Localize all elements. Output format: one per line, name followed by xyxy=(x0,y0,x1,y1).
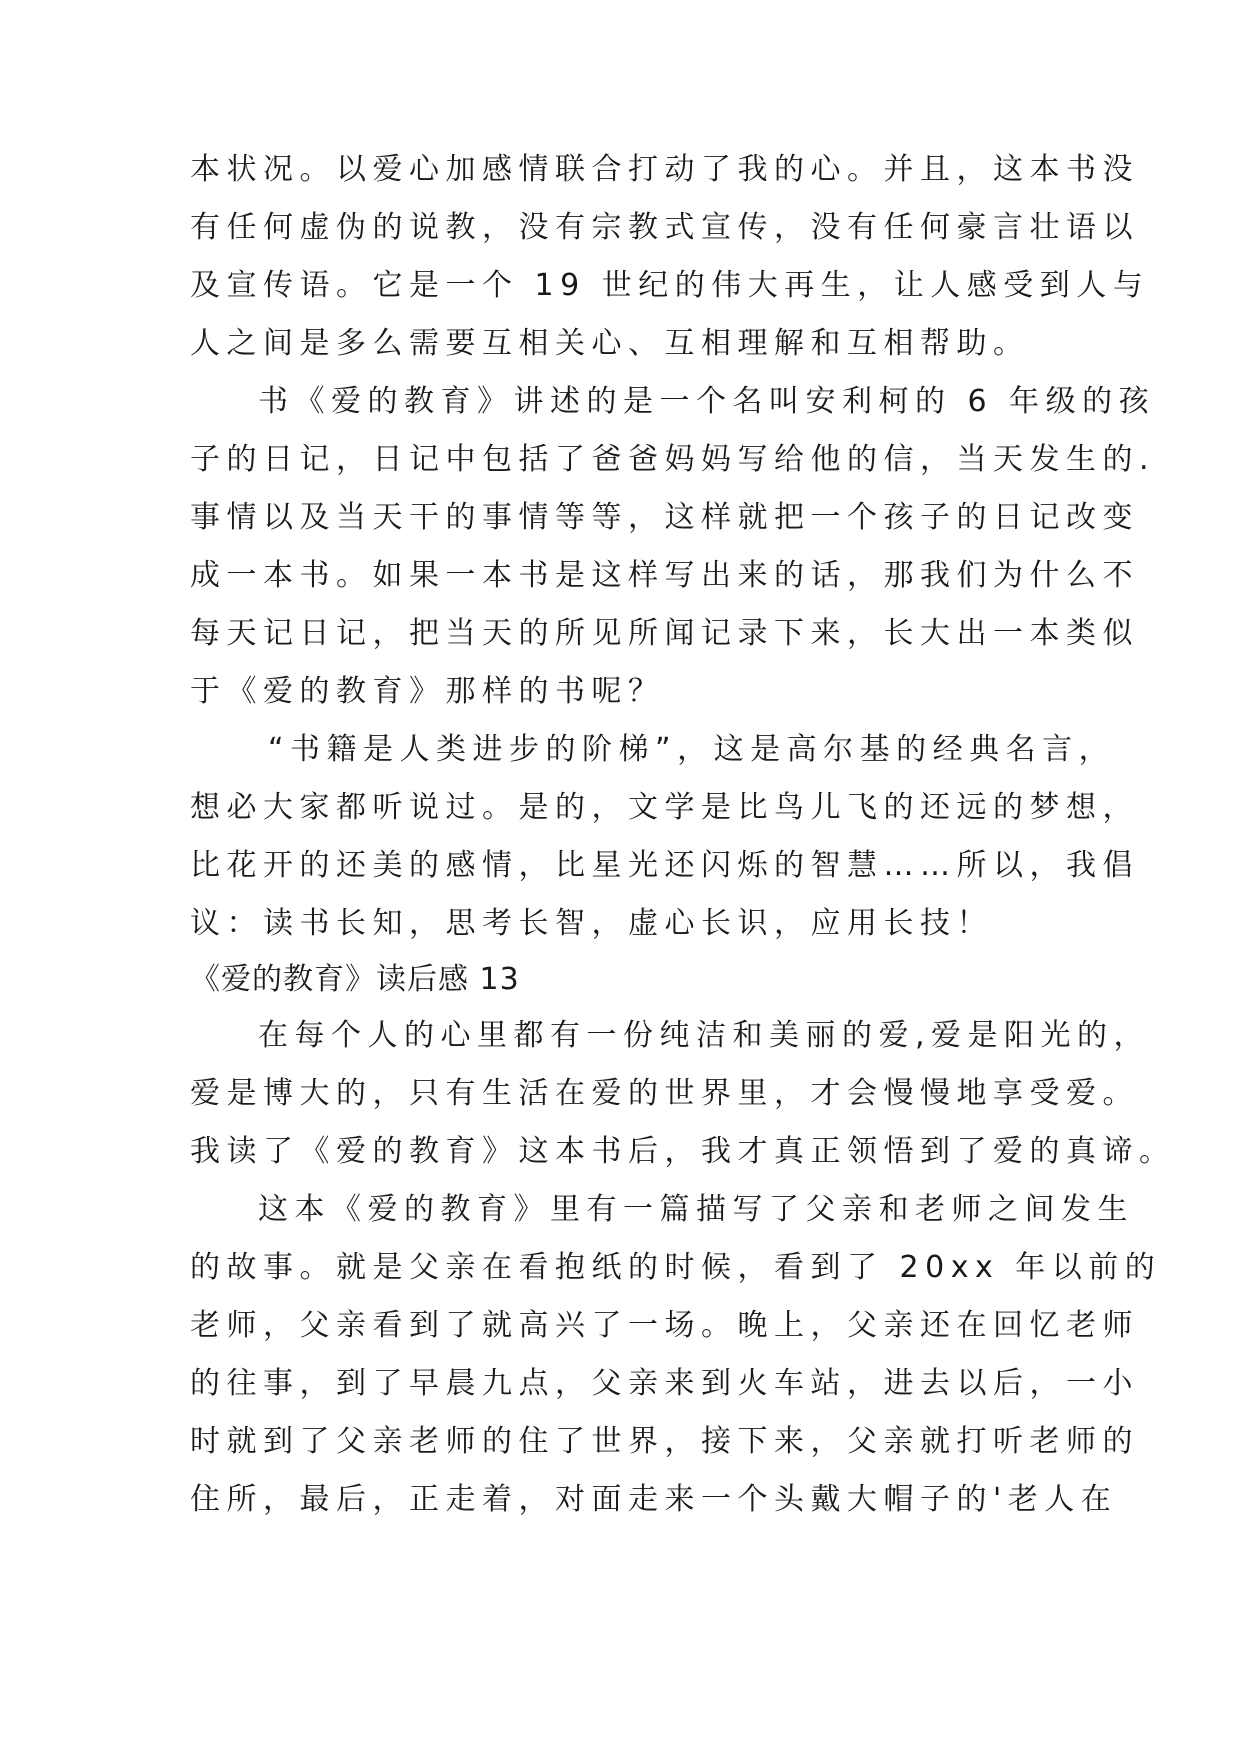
text-line: 子的日记，日记中包括了爸爸妈妈写给他的信，当天发生的. xyxy=(190,442,1156,477)
text-line: 的往事，到了早晨九点，父亲来到火车站，进去以后，一小 xyxy=(190,1366,1139,1401)
text-line: 于《爱的教育》那样的书呢？ xyxy=(190,674,665,709)
text-line: 事情以及当天干的事情等等，这样就把一个孩子的日记改变 xyxy=(190,500,1139,535)
text-line: 及宣传语。它是一个 19 世纪的伟大再生，让人感受到人与 xyxy=(190,268,1150,303)
text-line: 有任何虚伪的说教，没有宗教式宣传，没有任何豪言壮语以 xyxy=(190,210,1139,245)
text-line: 比花开的还美的感情，比星光还闪烁的智慧……所以，我倡 xyxy=(190,848,1139,883)
text-line: 这本《爱的教育》里有一篇描写了父亲和老师之间发生 xyxy=(258,1192,1134,1227)
text-line: 人之间是多么需要互相关心、互相理解和互相帮助。 xyxy=(190,326,1030,361)
text-line: 书《爱的教育》讲述的是一个名叫安利柯的 6 年级的孩 xyxy=(258,384,1156,419)
text-line: 在每个人的心里都有一份纯洁和美丽的爱,爱是阳光的， xyxy=(258,1018,1151,1053)
section-heading: 《爱的教育》读后感 13 xyxy=(190,962,520,997)
text-line: 住所，最后，正走着，对面走来一个头戴大帽子的'老人在 xyxy=(190,1482,1118,1517)
text-line: 议：读书长知，思考长智，虚心长识，应用长技！ xyxy=(190,906,993,941)
text-line: 的故事。就是父亲在看抱纸的时候，看到了 20xx 年以前的 xyxy=(190,1250,1162,1285)
text-line: 爱是博大的，只有生活在爱的世界里，才会慢慢地享受爱。 xyxy=(190,1076,1139,1111)
text-line: 本状况。以爱心加感情联合打动了我的心。并且，这本书没 xyxy=(190,152,1139,187)
text-line: 每天记日记，把当天的所见所闻记录下来，长大出一本类似 xyxy=(190,616,1139,651)
text-line: 成一本书。如果一本书是这样写出来的话，那我们为什么不 xyxy=(190,558,1139,593)
text-line: 想必大家都听说过。是的，文学是比鸟儿飞的还远的梦想， xyxy=(190,790,1139,825)
text-line: “书籍是人类进步的阶梯”，这是高尔基的经典名言， xyxy=(268,732,1116,767)
text-line: 时就到了父亲老师的住了世界，接下来，父亲就打听老师的 xyxy=(190,1424,1139,1459)
text-line: 我读了《爱的教育》这本书后，我才真正领悟到了爱的真谛。 xyxy=(190,1134,1176,1169)
text-line: 老师，父亲看到了就高兴了一场。晚上，父亲还在回忆老师 xyxy=(190,1308,1139,1343)
